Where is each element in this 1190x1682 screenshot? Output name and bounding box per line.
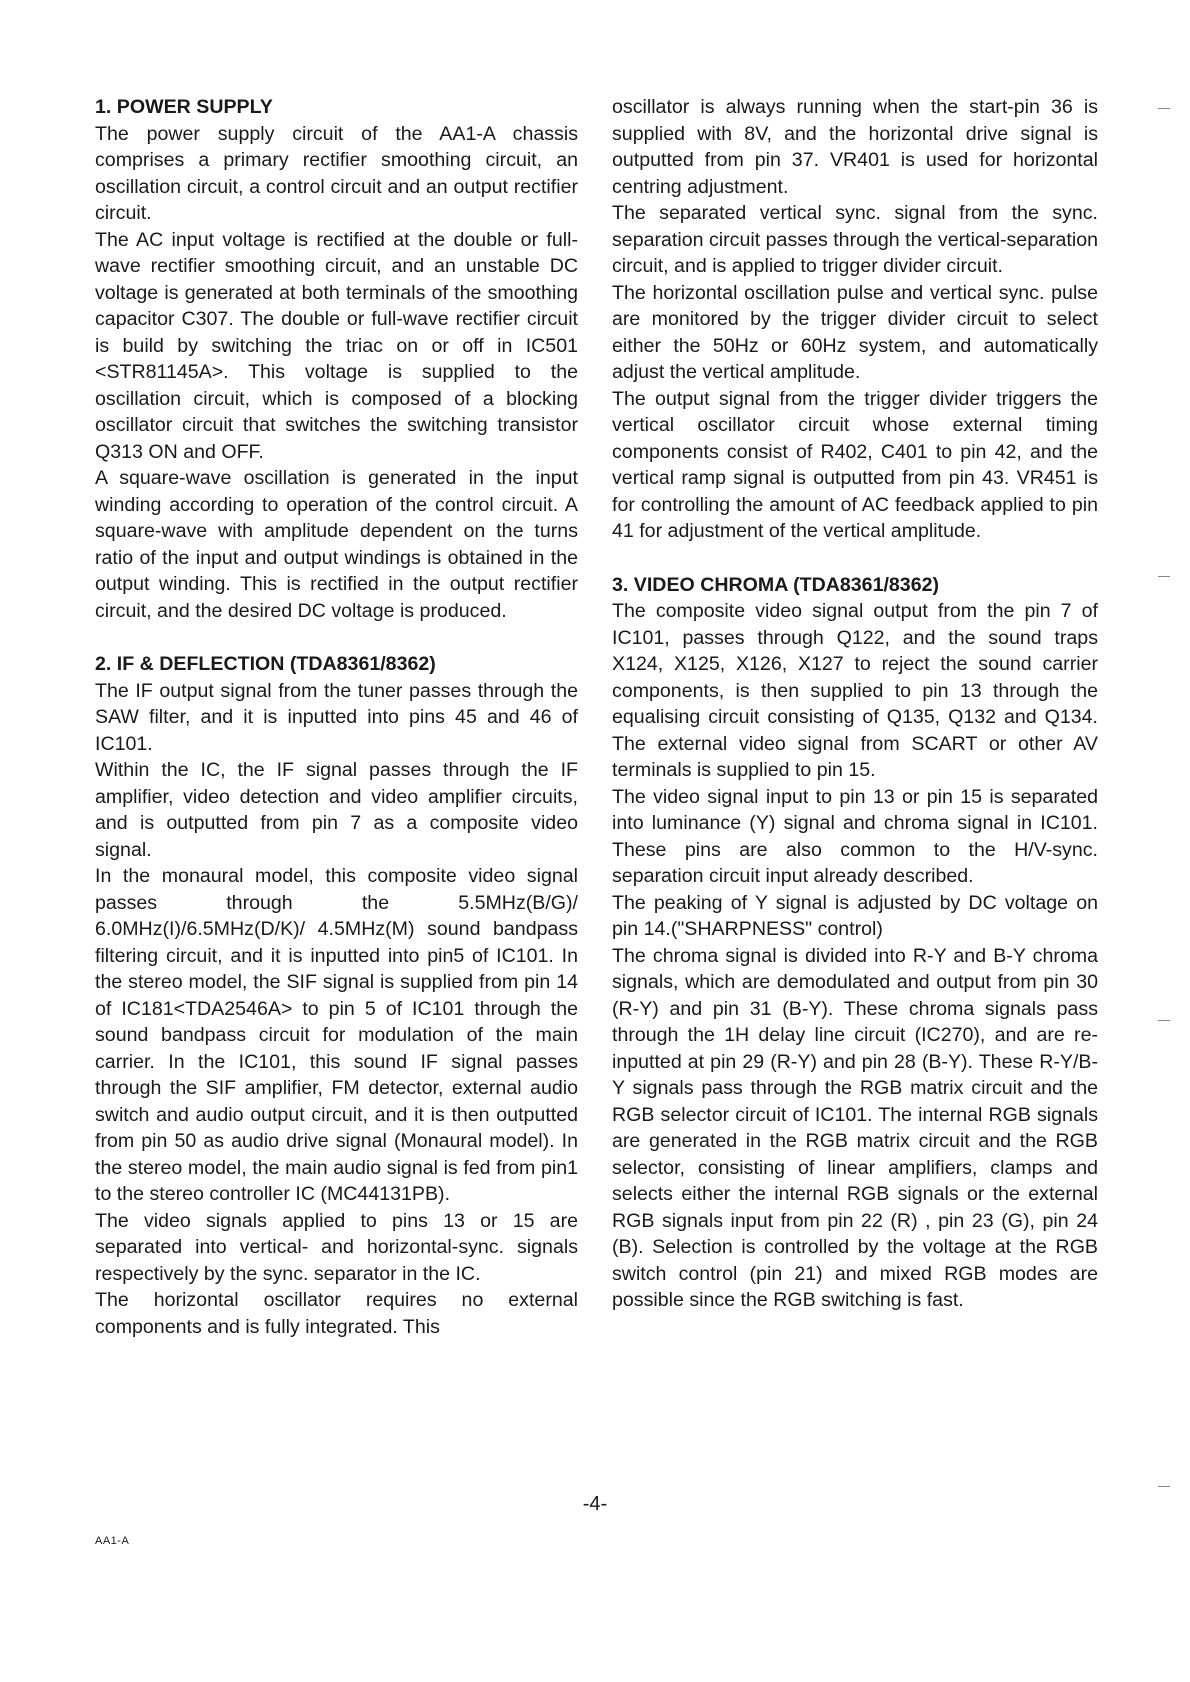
margin-mark <box>1158 1020 1170 1021</box>
footer-code: AA1-A <box>95 1535 130 1547</box>
paragraph: Within the IC, the IF signal passes through the IF amplifier, video detection and video amplifier circuits, and is outputted from pin 7 as a composite video signal. <box>95 759 578 861</box>
margin-mark <box>1158 108 1170 109</box>
paragraph: In the monaural model, this composite video signal passes through the 5.5MHz(B/G)/ 6.0MHz(I)/6.5MHz(D/K)/ 4.5MHz(M) sound bandpass filtering circuit, and it is inputted into pin5 of IC101. In the stereo model, the SIF signal is supplied from pin 14 of IC181<TDA2546A> to pin 5 of IC101 through the sound bandpass circuit for modulation of the main carrier. In the IC101, this sound IF signal passes through the SIF amplifier, FM detector, external audio switch and audio output circuit, and it is then outputted from pin 50 as audio drive signal (Monaural model). In the stereo model, the main audio signal is fed from pin1 to the stereo controller IC (MC44131PB). <box>95 865 578 1205</box>
section-title-video-chroma: 3. VIDEO CHROMA (TDA8361/8362) <box>612 573 940 596</box>
paragraph: The IF output signal from the tuner passes through the SAW filter, and it is inputted into pins 45 and 46 of IC101. <box>95 679 578 755</box>
paragraph: The AC input voltage is rectified at the double or full-wave rectifier smoothing circuit, and an unstable DC voltage is generated at both terminals of the smoothing capacitor C307. The double or full-wave rectifier circuit is build by switching the triac on or off in IC501 <STR81145A>. This voltage is supplied to the oscillation circuit, which is composed of a blocking oscillator circuit that switches the switching transistor Q313 ON and OFF. <box>95 228 578 463</box>
paragraph: The horizontal oscillation pulse and vertical sync. pulse are monitored by the trigger divider circuit to select either the 50Hz or 60Hz system, and automatically adjust the vertical amplitude. <box>612 281 1098 383</box>
paragraph: The separated vertical sync. signal from the sync. separation circuit passes through the vertical-separation circuit, and is applied to trigger divider circuit. <box>612 202 1098 277</box>
paragraph: The composite video signal output from the pin 7 of IC101, passes through Q122, and the sound traps X124, X125, X126, X127 to reject the sound carrier components, is then supplied to pin 13 through the equalising circuit consisting of Q135, Q132 and Q134. The external video signal from SCART or other AV terminals is supplied to pin 15. <box>612 600 1098 781</box>
paragraph: A square-wave oscillation is generated in the input winding according to operation of the control circuit. A square-wave with amplitude dependent on the turns ratio of the input and output windings is obtained in the output winding. This is rectified in the output rectifier circuit, and the desired DC voltage is produced. <box>95 467 578 622</box>
section-title-power-supply: 1. POWER SUPPLY <box>95 96 273 118</box>
paragraph: The power supply circuit of the AA1-A chassis comprises a primary rectifier smoothing circuit, an oscillation circuit, a control circuit and an output rectifier circuit. <box>95 122 578 224</box>
paragraph: The video signal input to pin 13 or pin 15 is separated into luminance (Y) signal and chroma signal in IC101. These pins are also common to the H/V-sync. separation circuit input already described. <box>612 785 1098 887</box>
paragraph: oscillator is always running when the start-pin 36 is supplied with 8V, and the horizontal drive signal is outputted from pin 37. VR401 is used for horizontal centring adjustment. <box>612 96 1098 198</box>
page-number: -4- <box>582 1493 608 1515</box>
paragraph: The chroma signal is divided into R-Y and B-Y chroma signals, which are demodulated and output from pin 30 (R-Y) and pin 31 (B-Y). These chroma signals pass through the 1H delay line circuit (IC270), and are re-inputted at pin 29 (R-Y) and pin 28 (B-Y). These R-Y/B-Y signals pass through the RGB matrix circuit and the RGB selector circuit of IC101. The internal RGB signals are generated in the RGB matrix circuit and the RGB selector, consisting of linear amplifiers, clamps and selects either the internal RGB signals or the external RGB signals input from pin 22 (R) , pin 23 (G), pin 24 (B). Selection is controlled by the voltage at the RGB switch control (pin 21) and mixed RGB modes are possible since the RGB switching is fast. <box>612 944 1098 1311</box>
paragraph: The horizontal oscillator requires no external components and is fully integrated. This <box>95 1289 578 1338</box>
section-title-if-deflection: 2. IF & DEFLECTION (TDA8361/8362) <box>95 653 436 675</box>
right-column <box>612 94 1098 1314</box>
paragraph: The peaking of Y signal is adjusted by DC voltage on pin 14.("SHARPNESS" control) <box>612 891 1098 940</box>
margin-mark <box>1158 1486 1170 1487</box>
section-spacer <box>95 624 578 651</box>
paragraph: The output signal from the trigger divider triggers the vertical oscillator circuit whose external timing components consist of R402, C401 to pin 42, and the vertical ramp signal is outputted from pin 43. VR451 is for controlling the amount of AC feedback applied to pin 41 for adjustment of the vertical amplitude. <box>612 387 1098 542</box>
margin-mark <box>1158 576 1170 577</box>
paragraph: The video signals applied to pins 13 or 15 are separated into vertical- and horizontal-sync. signals respectively by the sync. separator in the IC. <box>95 1209 578 1285</box>
left-column <box>95 94 578 1340</box>
section-spacer <box>612 545 1098 572</box>
